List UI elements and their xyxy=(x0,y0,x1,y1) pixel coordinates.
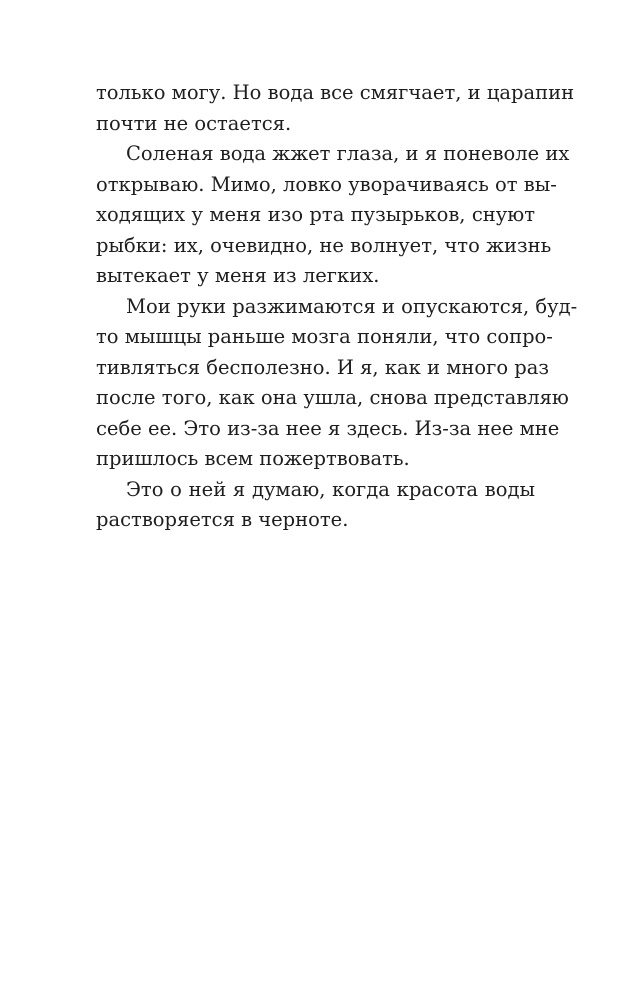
text-line: ходящих у меня изо рта пузырьков, снуют xyxy=(96,203,535,226)
text-line: Это о ней я думаю, когда красота воды xyxy=(126,477,535,501)
text-line: пришлось всем пожертвовать. xyxy=(96,447,410,470)
text-line: только могу. Но вода все смягчает, и царапин xyxy=(96,81,575,104)
page-text xyxy=(96,78,578,536)
text-line: вытекает у меня из легких. xyxy=(96,264,380,287)
text-line: открываю. Мимо, ловко уворачиваясь от вы- xyxy=(96,172,557,196)
text-line: почти не остается. xyxy=(96,111,292,135)
text-line: то мышцы раньше мозга поняли, что сопро- xyxy=(96,325,553,348)
text-line: Мои руки разжимаются и опускаются, буд- xyxy=(126,294,578,318)
text-line: тивляться бесполезно. И я, как и много раз xyxy=(96,355,550,379)
text-line: Соленая вода жжет глаза, и я поневоле их xyxy=(126,142,570,165)
text-line: себе ее. Это из-за нее я здесь. Из-за нее мне xyxy=(96,416,560,440)
text-line: после того, как она ушла, снова представляю xyxy=(96,386,569,409)
text-line: растворяется в черноте. xyxy=(96,508,349,531)
text-line: рыбки: их, очевидно, не волнует, что жизнь xyxy=(96,233,552,257)
